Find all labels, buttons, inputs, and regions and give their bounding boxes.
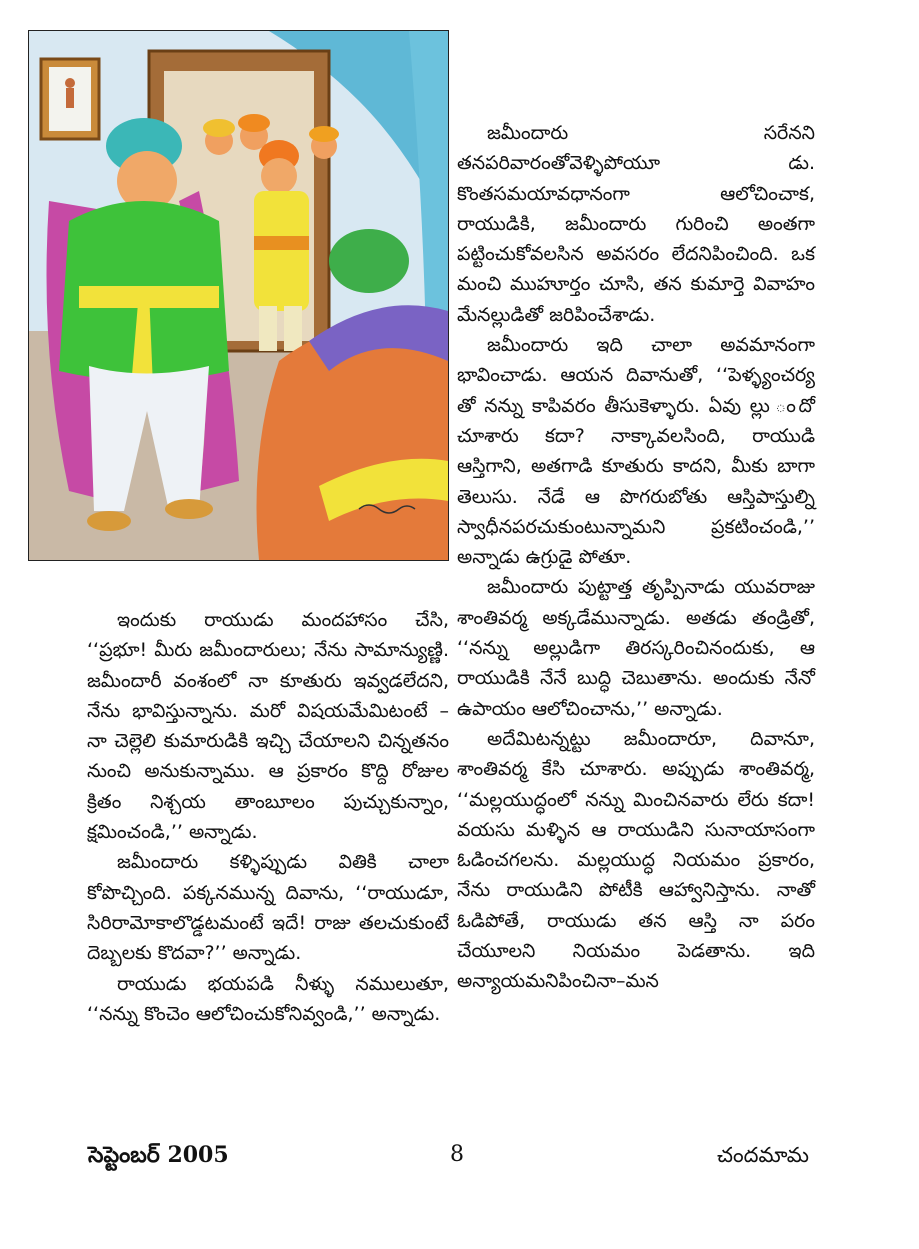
footer-date: సెప్టెంబర్ 2005 — [88, 1142, 229, 1168]
right-text-column — [457, 118, 815, 997]
magazine-name: చందమామ — [717, 1143, 809, 1167]
paragraph: అదేమిటన్నట్టు జమీందారూ, దివానూ, శాంతివర్మ కేసి చూశారు. అప్పుడు శాంతివర్మ, ‘‘మల్లయుద్ధంలో నన్ను మించినవారు లేరు కదా! వయసు మళ్ళిన ఆ రాయుడిని సునాయాసంగా ఓడించగలను. మల్లయుద్ధ నియమం ప్రకారం, నేను రాయుడిని పోటీకి ఆహ్వానిస్తాను. నాతో ఓడిపోతే, రాయుడు తన ఆస్తి నా పరం చేయూలని నియమం పెడతాను. ఇది అన్యాయమనిపించినా–మన — [457, 727, 815, 993]
paragraph: జమీందారు పుట్టాత్త తృప్పినాడు యువరాజు శాంతివర్మ అక్కడేమున్నాడు. అతడు తండ్రితో, ‘‘నన్ను అల్లుడిగా తిరస్కరించినందుకు, ఆ రాయుడికి నేనే బుద్ధి చెబుతాను. అందుకు నేనో ఉపాయం ఆలోచించాను,’’ అన్నాడు. — [457, 576, 815, 720]
story-illustration — [28, 30, 449, 561]
paragraph: ఇందుకు రాయుడు మందహాసం చేసి, ‘‘ప్రభూ! మీరు జమీందారులు; నేను సామాన్యుణ్ణి. జమీందారీ వంశంలో నా కూతురు ఇవ్వడలేదని, నేను భావిస్తున్నాను. మరో విషయమేమిటంటే – నా చెల్లెలి కుమారుడికి ఇచ్చి చేయాలని చిన్నతనం నుంచి అనుకున్నాము. ఆ ప్రకారం కొద్ది రోజుల క్రితం నిశ్చయ తాంబూలం పుచ్చుకున్నాం, క్షమించండి,’’ అన్నాడు. — [87, 609, 449, 844]
court-scene-illustration-icon — [29, 31, 448, 560]
paragraph: జమీందారు ఇది చాలా అవమానంగా భావించాడు. ఆయన దివానుతో, ‘‘పెళ్ళ్యంచర్య తో నన్ను కాపివరం తీసుకెళ్ళారు. ఏవు ల్లు ందో చూశారు కదా? నాక్కావలసింది, రాయుడి ఆస్తిగాని, అతగాడి కూతురు కాదని, మీకు బాగా తెలుసు. నేడే ఆ పొగరుబోతు ఆస్తిపాస్తుల్ని స్వాధీనపరచుకుంటున్నామని ప్రకటించండి,’’ అన్నాడు ఉగ్రుడై పోతూ. — [457, 334, 815, 569]
paragraph: జమీందారు కళ్ళిప్పుడు వితికి చాలా కోపొచ్చింది. పక్కనమున్న దివాను, ‘‘రాయుడూ, సిరిరామోకాలొడ్డటమంటే ఇదే! రాజు తలచుకుంటే దెబ్బలకు కొదవా?’’ అన్నాడు. — [87, 851, 449, 965]
paragraph: జమీందారు సరేనని తనపరివారంతోవెళ్ళిపోయూ డు. కొంతసమయావధానంగా ఆలోచించాక, రాయుడికి, జమీందారు గురించి అంతగా పట్టించుకోవలసిన అవసరం లేదనిపించింది. ఒక మంచి ముహూర్తం చూసి, తన కుమార్తె వివాహం మేనల్లుడితో జరిపించేశాడు. — [457, 122, 815, 326]
left-text-column — [87, 605, 449, 1029]
paragraph: రాయుడు భయపడి నీళ్ళు నములుతూ, ‘‘నన్ను కొంచెం ఆలోచించుకోనివ్వండి,’’ అన్నాడు. — [87, 972, 449, 1025]
page-number: 8 — [450, 1142, 464, 1167]
